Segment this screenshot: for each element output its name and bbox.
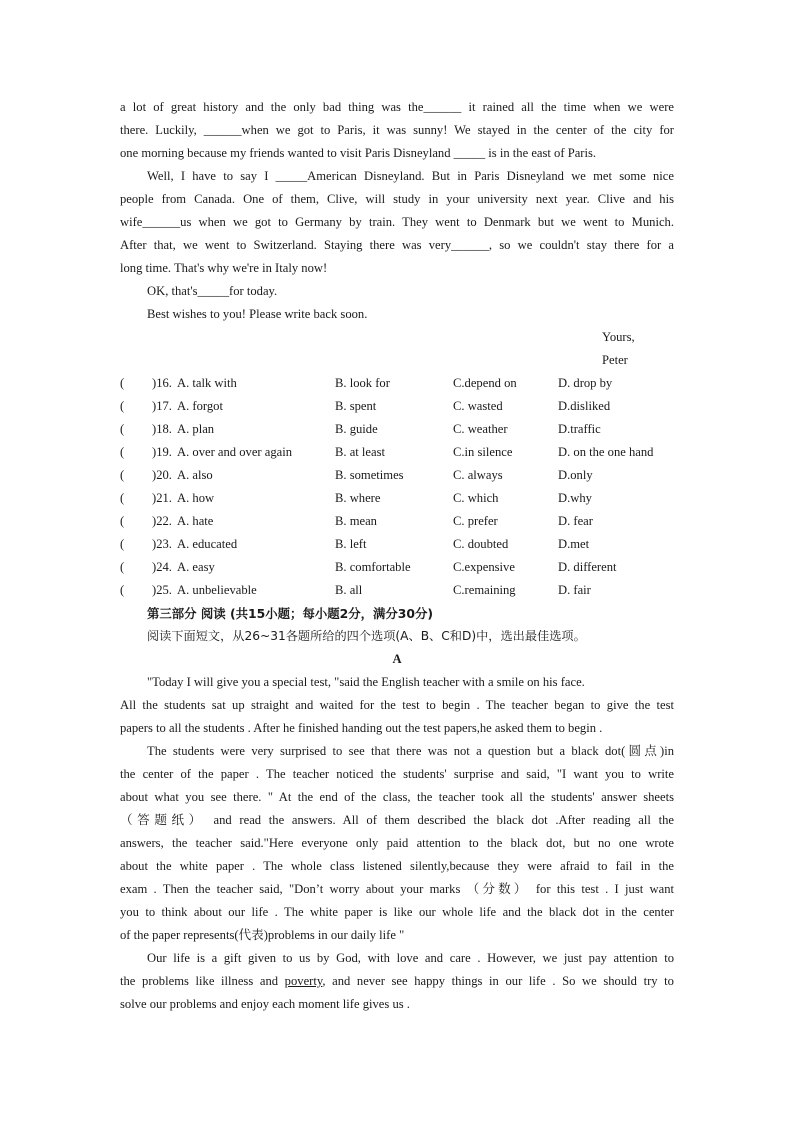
passage-line: All the students sat up straight and waited for the test to begin . The teacher began to give the test (120, 698, 674, 712)
option-b: B. at least (335, 445, 386, 459)
option-row (120, 395, 674, 418)
option-row (120, 418, 674, 441)
option-b: B. mean (335, 514, 377, 528)
option-a: A. forgot (177, 399, 223, 413)
option-a: A. talk with (177, 376, 237, 390)
option-row (120, 372, 674, 395)
letter-line: there. Luckily, ______when we got to Paris, it was sunny! We stayed in the center of the city for (120, 123, 674, 137)
option-row (120, 441, 674, 464)
option-row (120, 556, 674, 579)
answer-blank[interactable]: ( (120, 422, 125, 436)
question-number: )25. (152, 583, 172, 597)
question-number: )21. (152, 491, 172, 505)
letter-line: wife______us when we got to Germany by train. They went to Denmark but we went to Munich. (120, 215, 674, 229)
passage-line: "Today I will give you a special test, "said the English teacher with a smile on his face. (147, 675, 585, 689)
option-a: A. over and over again (177, 445, 293, 459)
option-c: C. which (453, 491, 499, 505)
document-page (120, 96, 674, 1016)
question-number: )16. (152, 376, 172, 390)
letter-line: Best wishes to you! Please write back soon. (147, 307, 368, 321)
letter-line: Well, I have to say I _____American Disneyland. But in Paris Disneyland we met some nice (147, 169, 674, 183)
question-number: )19. (152, 445, 172, 459)
passage-line: exam . Then the teacher said, "Don’t worry about your marks （分数） for this test . I just want (120, 882, 674, 896)
option-b: B. where (335, 491, 381, 505)
option-c: C.depend on (453, 376, 517, 390)
option-b: B. left (335, 537, 367, 551)
option-b: B. comfortable (335, 560, 411, 574)
question-number: )22. (152, 514, 172, 528)
answer-blank[interactable]: ( (120, 376, 125, 390)
answer-blank[interactable]: ( (120, 514, 125, 528)
answer-blank[interactable]: ( (120, 468, 125, 482)
option-d: D. on the one hand (558, 445, 654, 459)
passage-line: answers, the teacher said."Here everyone only paid attention to the black dot, but no one wrote (120, 836, 674, 850)
passage-line: （答题纸） and read the answers. All of them described the black dot .After reading all the (120, 813, 674, 827)
passage-line: Our life is a gift given to us by God, with love and care . However, we just pay attention to (147, 951, 674, 965)
answer-blank[interactable]: ( (120, 560, 125, 574)
option-row (120, 533, 674, 556)
question-number: )23. (152, 537, 172, 551)
option-a: A. also (177, 468, 213, 482)
option-c: C. weather (453, 422, 508, 436)
passage-text: the problems like illness and (120, 974, 285, 988)
option-c: C. wasted (453, 399, 503, 413)
option-a: A. hate (177, 514, 214, 528)
option-row (120, 579, 674, 602)
passage-line: papers to all the students . After he finished handing out the test papers,he asked them to begin . (120, 721, 603, 735)
option-d: D.only (558, 468, 593, 482)
option-c: C.remaining (453, 583, 516, 597)
option-a: A. plan (177, 422, 215, 436)
option-d: D.traffic (558, 422, 601, 436)
option-d: D.why (558, 491, 592, 505)
passage-line-poverty (120, 970, 674, 993)
passage-line: solve our problems and enjoy each moment life gives us . (120, 997, 410, 1011)
option-d: D. fear (558, 514, 593, 528)
answer-blank[interactable]: ( (120, 583, 125, 597)
section-heading: 第三部分 阅读 (共15小题；每小题2分，满分30分) (147, 606, 434, 621)
option-row (120, 464, 674, 487)
passage-label: A (392, 652, 402, 666)
question-number: )17. (152, 399, 172, 413)
passage-line: you to think about our life . The white paper is like our whole life and the black dot in the center (120, 905, 674, 919)
option-a: A. educated (177, 537, 238, 551)
letter-line: After that, we went to Switzerland. Staying there was very______, so we couldn't stay there for a (120, 238, 674, 252)
question-number: )20. (152, 468, 172, 482)
passage-line: The students were very surprised to see that there was not a question but a black dot(圆点)in (147, 744, 674, 758)
question-number: )18. (152, 422, 172, 436)
passage-line: of the paper represents(代表)problems in our daily life " (120, 928, 405, 942)
option-b: B. look for (335, 376, 390, 390)
letter-signature: Peter (602, 353, 628, 367)
answer-blank[interactable]: ( (120, 445, 125, 459)
option-c: C.expensive (453, 560, 515, 574)
option-d: D. different (558, 560, 617, 574)
letter-line: people from Canada. One of them, Clive, will study in your university next year. Clive and his (120, 192, 674, 206)
underlined-word: poverty (284, 974, 323, 988)
option-b: B. spent (335, 399, 377, 413)
letter-line: a lot of great history and the only bad thing was the______ it rained all the time when we were (120, 100, 674, 114)
option-d: D. fair (558, 583, 591, 597)
option-c: C. prefer (453, 514, 498, 528)
section-instruction: 阅读下面短文，从26~31各题所给的四个选项(A、B、C和D)中，选出最佳选项。 (147, 629, 586, 643)
passage-line: about what you see there. " At the end of the class, the teacher took all the students' answer sheets (120, 790, 674, 804)
option-c: C.in silence (453, 445, 513, 459)
option-c: C. doubted (453, 537, 509, 551)
passage-line: about the white paper . The whole class listened silently,because they were afraid to fail in the (120, 859, 674, 873)
option-d: D. drop by (558, 376, 613, 390)
option-b: B. guide (335, 422, 378, 436)
answer-blank[interactable]: ( (120, 399, 125, 413)
option-row (120, 510, 674, 533)
option-a: A. easy (177, 560, 215, 574)
options-list (120, 372, 674, 602)
option-d: D.disliked (558, 399, 611, 413)
passage-line: the center of the paper . The teacher noticed the students' surprise and said, "I want you to write (120, 767, 674, 781)
option-b: B. sometimes (335, 468, 404, 482)
option-b: B. all (335, 583, 363, 597)
option-d: D.met (558, 537, 590, 551)
letter-line: long time. That's why we're in Italy now! (120, 261, 328, 275)
option-a: A. unbelievable (177, 583, 257, 597)
option-a: A. how (177, 491, 215, 505)
option-row (120, 487, 674, 510)
answer-blank[interactable]: ( (120, 491, 125, 505)
question-number: )24. (152, 560, 172, 574)
passage-text: , and never see happy things in our life . So we should try to (322, 974, 674, 988)
letter-line: OK, that's_____for today. (147, 284, 278, 298)
letter-line: one morning because my friends wanted to visit Paris Disneyland _____ is in the east of Paris. (120, 146, 597, 160)
option-c: C. always (453, 468, 503, 482)
letter-closing: Yours, (602, 330, 635, 344)
answer-blank[interactable]: ( (120, 537, 125, 551)
